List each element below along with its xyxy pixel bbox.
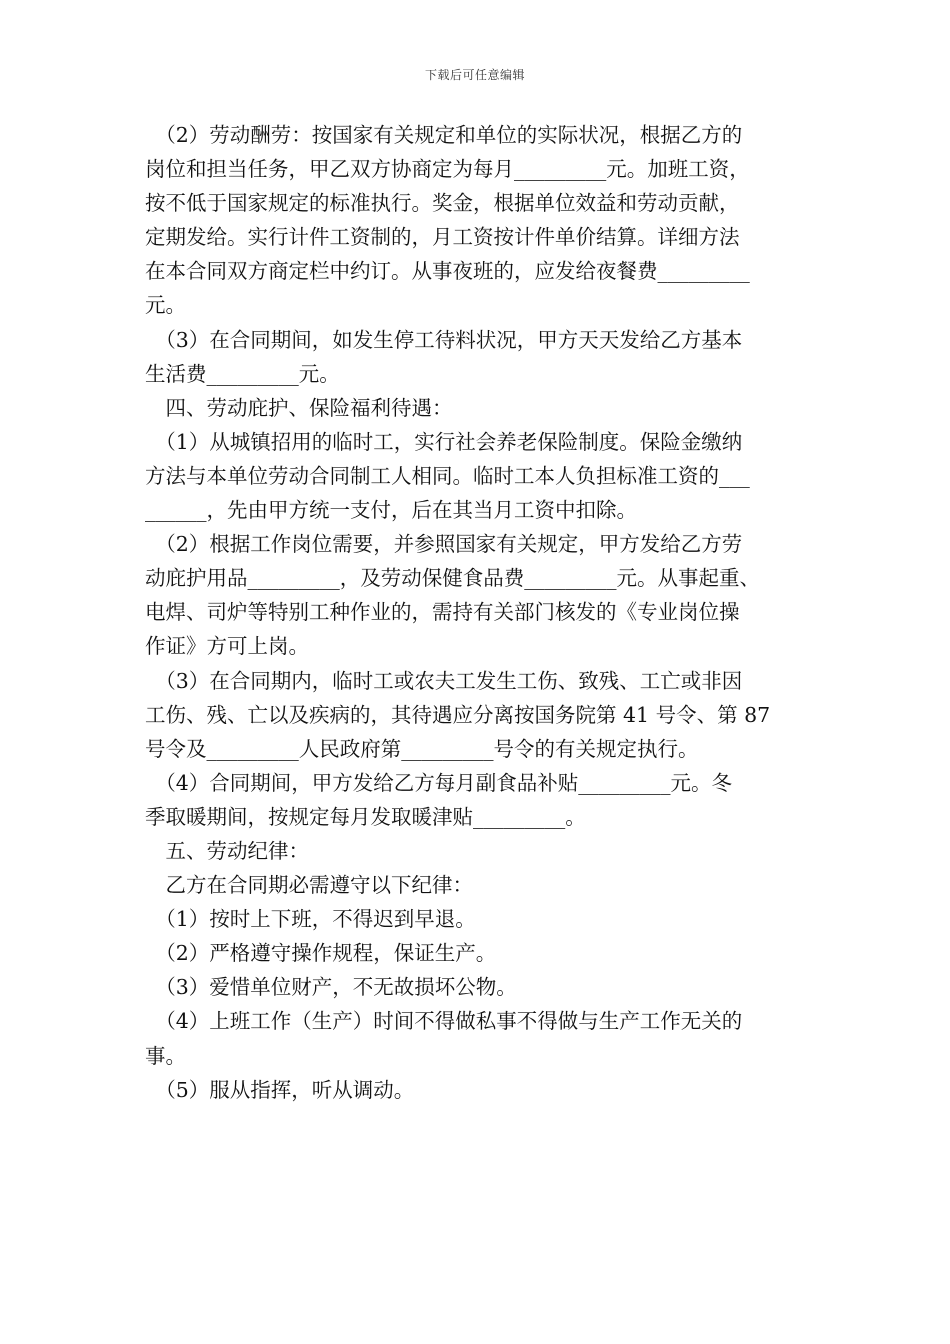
text-line: 作证》方可上岗。 [145, 634, 309, 659]
text-line: 方法与本单位劳动合同制工人相同。临时工本人负担标准工资的___ [145, 463, 750, 488]
discipline-item-1 [145, 904, 813, 935]
text-line: （2）根据工作岗位需要，并参照国家有关规定，甲方发给乙方劳 [145, 532, 743, 557]
text-line: （3）爱惜单位财产，不无故损坏公物。 [145, 975, 517, 1000]
text-line: 电焊、司炉等特别工种作业的，需持有关部门核发的《专业岗位操 [145, 600, 740, 625]
text-line: （2）劳动酬劳：按国家有关规定和单位的实际状况，根据乙方的 [145, 123, 743, 147]
document-body [145, 120, 813, 1109]
paragraph-discipline-intro [145, 870, 813, 901]
text-line: 号令及_________人民政府第_________号令的有关规定执行。 [145, 736, 699, 761]
text-line: （4）上班工作（生产）时间不得做私事不得做与生产工作无关的 [145, 1009, 743, 1034]
text-line: 事。 [145, 1043, 186, 1068]
section-heading: 四、劳动庇护、保险福利待遇： [145, 395, 453, 420]
text-line: ______，先由甲方统一支付，后在其当月工资中扣除。 [145, 498, 637, 523]
text-line: 动庇护用品_________，及劳动保健食品费_________元。从事起重、 [145, 566, 760, 591]
paragraph-protective-equipment [145, 529, 813, 662]
discipline-item-5 [145, 1075, 813, 1106]
text-line: （5）服从指挥，听从调动。 [145, 1077, 415, 1102]
discipline-item-2 [145, 938, 813, 969]
paragraph-pension-insurance [145, 427, 813, 526]
section-heading: 五、劳动纪律： [145, 838, 309, 863]
text-line: 季取暖期间，按规定每月发取暖津贴_________。 [145, 804, 586, 829]
discipline-item-4 [145, 1006, 813, 1071]
text-line: （1）从城镇招用的临时工，实行社会养老保险制度。保险金缴纳 [145, 429, 743, 454]
page-header-note: 下载后可任意编辑 [424, 68, 525, 82]
paragraph-wages [145, 120, 813, 321]
section-heading-labor-discipline [145, 836, 813, 867]
paragraph-stoppage-allowance [145, 325, 813, 390]
paragraph-food-subsidy [145, 768, 813, 833]
text-line: 在本合同双方商定栏中约订。从事夜班的，应发给夜餐费_________ [145, 259, 750, 284]
text-line: （2）严格遵守操作规程，保证生产。 [145, 941, 497, 966]
text-line: 按不低于国家规定的标准执行。奖金，根据单位效益和劳动贡献， [145, 191, 740, 216]
text-line: 定期发给。实行计件工资制的，月工资按计件单价结算。详细方法 [145, 225, 740, 250]
paragraph-injury-treatment [145, 666, 813, 765]
text-line: （3）在合同期内，临时工或农夫工发生工伤、致残、工亡或非因 [145, 668, 743, 693]
text-line: （1）按时上下班，不得迟到早退。 [145, 907, 476, 932]
section-heading-protection-insurance [145, 393, 813, 424]
text-line: （4）合同期间，甲方发给乙方每月副食品补贴_________元。冬 [145, 770, 733, 795]
text-line: 元。 [145, 293, 186, 318]
text-line: （3）在合同期间，如发生停工待料状况，甲方天天发给乙方基本 [145, 327, 743, 352]
text-line: 生活费_________元。 [145, 361, 340, 386]
text-line: 岗位和担当任务，甲乙双方协商定为每月_________元。加班工资， [145, 157, 750, 182]
text-line: 乙方在合同期必需遵守以下纪律： [145, 873, 473, 898]
text-line: 工伤、残、亡以及疾病的，其待遇应分离按国务院第 41 号令、第 87 [145, 702, 771, 727]
discipline-item-3 [145, 972, 813, 1003]
